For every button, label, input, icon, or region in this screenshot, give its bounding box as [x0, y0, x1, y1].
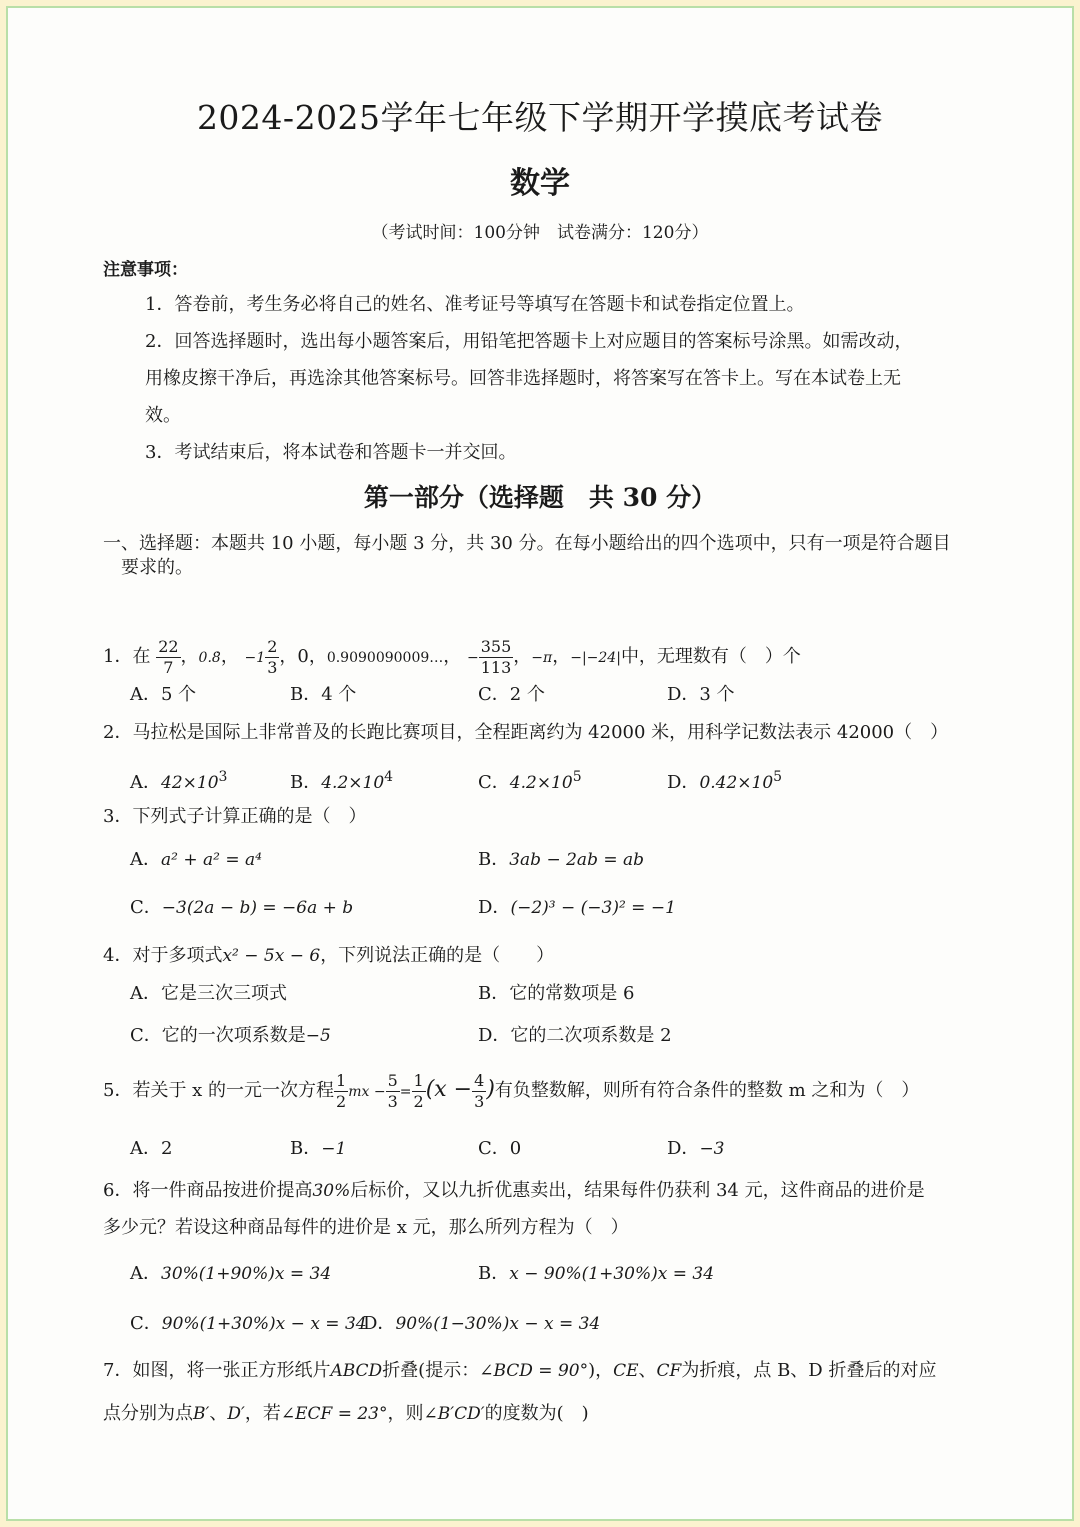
- math-value: −|−24|: [570, 650, 621, 666]
- notice-item: 2．回答选择题时，选出每小题答案后，用铅笔把答题卡上对应题目的答案标号涂黑。如需改动，: [145, 331, 913, 352]
- option-a: A．30%(1+90%)x = 34: [130, 1263, 332, 1284]
- section-title: 第一部分（选择题 共 30 分）: [363, 483, 717, 512]
- fraction: $\frac{355}{113}$: [480, 636, 512, 677]
- notice-item: 用橡皮擦干净后，再选涂其他答案标号。回答非选择题时，将答案写在答卡上。写在本试卷上无: [145, 368, 901, 389]
- math-value: −: [467, 650, 479, 666]
- section-intro: 要求的。: [121, 557, 193, 578]
- math-value: 0.9090090009…: [326, 650, 444, 666]
- subject-title: 数学: [510, 166, 570, 201]
- option-b: B．$4.2\times 10^4$: [290, 769, 394, 793]
- notice-item: 效。: [145, 405, 181, 426]
- question-6-stem: 6．将一件商品按进价提高30%后标价，又以九折优惠卖出，结果每件仍获利 34 元，这件商品的进价是: [103, 1180, 925, 1201]
- option-b: B．3ab − 2ab = ab: [478, 849, 645, 870]
- option-d: D．$0.42\times 10^5$: [667, 769, 783, 793]
- option-a: A．2: [130, 1138, 173, 1159]
- option-b: B．它的常数项是 6: [478, 983, 635, 1004]
- question-7-stem-cont: 点分别为点B′、D′，若∠ECF = 23°，则∠B′CD′的度数为( ): [103, 1403, 589, 1424]
- option-d: D．(−2)³ − (−3)² = −1: [478, 897, 676, 918]
- option-b: B．x − 90%(1+30%)x = 34: [478, 1263, 715, 1284]
- notice-item: 1．答卷前，考生务必将自己的姓名、准考证号等填写在答题卡和试卷指定位置上。: [145, 294, 805, 315]
- option-a: A．a² + a² = a⁴: [130, 849, 262, 870]
- question-7-stem: 7．如图，将一张正方形纸片ABCD折叠(提示：∠BCD = 90°)，CE、CF为折痕，点 B、D 折叠后的对应: [103, 1360, 937, 1381]
- question-2-stem: 2．马拉松是国际上非常普及的长跑比赛项目，全程距离约为 42000 米，用科学记数法表示 42000（ ）: [103, 722, 949, 743]
- option-c: C．$4.2\times 10^5$: [478, 769, 582, 793]
- option-c: C．90%(1+30%)x − x = 34: [130, 1313, 367, 1334]
- option-c: C．0: [478, 1138, 522, 1159]
- q1-prefix: 1．在: [103, 646, 151, 667]
- question-6-stem-cont: 多少元？若设这种商品每件的进价是 x 元，那么所列方程为（ ）: [103, 1217, 629, 1238]
- notice-item: 3．考试结束后，将本试卷和答题卡一并交回。: [145, 442, 517, 463]
- fraction: $\frac{22}{7}$: [158, 636, 179, 677]
- option-a: A．5 个: [130, 684, 197, 705]
- fraction: $\frac{5}{3}$: [387, 1070, 398, 1111]
- option-d: D．它的二次项系数是 2: [478, 1025, 672, 1046]
- fraction: $\frac{4}{3}$: [474, 1070, 485, 1111]
- exam-meta: （考试时间：100分钟 试卷满分：120分）: [371, 223, 709, 243]
- question-5-stem: 5．若关于 x 的一元一次方程 $\frac{1}{2}$ mx − $\frac{5}{3}$ = $\frac{1}{2}$ (x − $\frac{4}{3}$ )有负整数解，则所有符合条件的整数 m 之和为（ ）: [103, 1070, 920, 1111]
- page-title: 2024-2025学年七年级下学期开学摸底考试卷: [196, 98, 884, 137]
- option-c: C．−3(2a − b) = −6a + b: [130, 897, 354, 918]
- option-d: D．90%(1−30%)x − x = 34: [363, 1313, 601, 1334]
- option-c: C．它的一次项系数是−5: [130, 1025, 331, 1046]
- math-value: −1: [244, 650, 266, 666]
- notice-heading: 注意事项：: [103, 260, 188, 280]
- option-b: B．−1: [290, 1138, 347, 1159]
- fraction: $\frac{1}{2}$: [413, 1070, 424, 1111]
- option-c: C．2 个: [478, 684, 545, 705]
- question-1-stem: 1．在 $\frac{22}{7}$ ，0.8̇， −1 $\frac{2}{3}$ ，0，0.9090090009…， − $\frac{355}{113}$ ，−π，−|−24|中，无理数有（ ）个: [103, 636, 801, 677]
- question-3-stem: 3．下列式子计算正确的是（ ）: [103, 806, 367, 827]
- math-value: 0.8̇: [198, 650, 221, 666]
- option-b: B．4 个: [290, 684, 357, 705]
- section-intro: 一、选择题：本题共 10 小题，每小题 3 分，共 30 分。在每小题给出的四个选项中，只有一项是符合题目: [103, 533, 951, 554]
- math-value: −π: [531, 650, 553, 666]
- fraction: $\frac{1}{2}$: [336, 1070, 347, 1111]
- option-a: A．它是三次三项式: [130, 983, 287, 1004]
- option-d: D．3 个: [667, 684, 735, 705]
- option-d: D．−3: [667, 1138, 725, 1159]
- option-a: A．$42\times 10^3$: [130, 769, 228, 793]
- question-4-stem: 4．对于多项式x² − 5x − 6，下列说法正确的是（ ）: [103, 945, 555, 966]
- fraction: $\frac{2}{3}$: [267, 636, 278, 677]
